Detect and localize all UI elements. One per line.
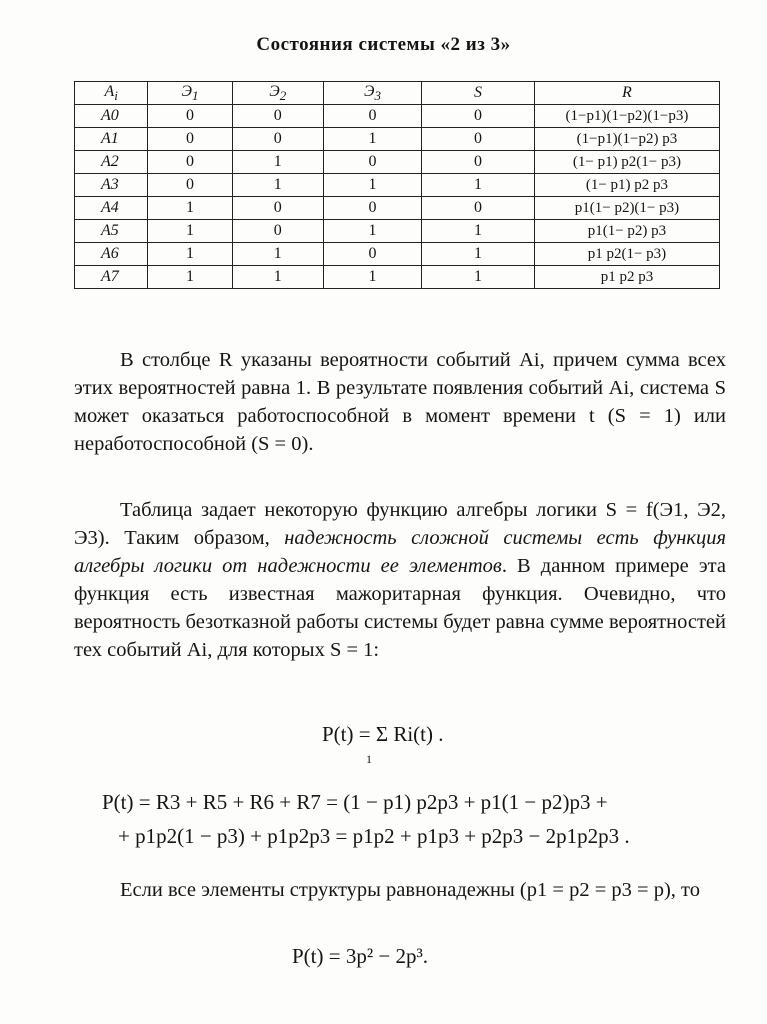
cell-e2: 1 xyxy=(232,266,323,289)
cell-ai: A0 xyxy=(75,105,148,128)
cell-e1: 1 xyxy=(148,266,232,289)
header-r: R xyxy=(534,82,719,105)
cell-e3: 0 xyxy=(323,105,421,128)
table-row xyxy=(75,243,720,266)
table-row xyxy=(75,105,720,128)
cell-ai: A5 xyxy=(75,220,148,243)
cell-e1: 0 xyxy=(148,174,232,197)
header-e1: $Э_1$ xyxy=(148,82,232,105)
formula-sum xyxy=(322,722,443,747)
formula-final: P(t) = 3p² − 2p³. xyxy=(292,944,429,968)
cell-r: (1−p1)(1−p2)(1−p3) xyxy=(534,105,719,128)
cell-e1: 1 xyxy=(148,220,232,243)
cell-e3: 0 xyxy=(323,151,421,174)
formula-expansion-line-2: + p1p2(1 − p3) + p1p2p3 = p1p2 + p1p3 + p2p3 − 2p1p2p3 . xyxy=(118,824,630,848)
table-row xyxy=(75,197,720,220)
header-ai: $A_i$ xyxy=(75,82,148,105)
cell-e3: 1 xyxy=(323,128,421,151)
cell-ai: A6 xyxy=(75,243,148,266)
cell-ai: A7 xyxy=(75,266,148,289)
table-body xyxy=(75,105,720,289)
table-header-row xyxy=(75,82,720,105)
cell-r: p1 p2 p3 xyxy=(534,266,719,289)
cell-e3: 1 xyxy=(323,266,421,289)
formula-expansion-line-1: P(t) = R3 + R5 + R6 + R7 = (1 − p1) p2p3 + p1(1 − p2)p3 + xyxy=(102,790,608,814)
cell-ai: A1 xyxy=(75,128,148,151)
formula-sum-index: 1 xyxy=(366,752,372,766)
header-s: S xyxy=(422,82,535,105)
cell-s: 1 xyxy=(422,243,535,266)
cell-e3: 1 xyxy=(323,174,421,197)
cell-r: p1(1− p2)(1− p3) xyxy=(534,197,719,220)
paragraph-2-text-a: Таблица задает некоторую функцию алгебры логики S = f(Э1, Э2, Э3). Таким образом, xyxy=(74,499,726,549)
cell-r: (1− p1) p2(1− p3) xyxy=(534,151,719,174)
cell-s: 0 xyxy=(422,197,535,220)
cell-s: 1 xyxy=(422,174,535,197)
cell-s: 0 xyxy=(422,128,535,151)
system-states-table xyxy=(74,81,720,289)
cell-e2: 0 xyxy=(232,220,323,243)
cell-e2: 1 xyxy=(232,174,323,197)
cell-e3: 0 xyxy=(323,243,421,266)
formula-sum-text: P(t) = Σ Ri(t) . xyxy=(322,722,444,746)
cell-s: 0 xyxy=(422,105,535,128)
table-row xyxy=(75,128,720,151)
cell-e2: 1 xyxy=(232,151,323,174)
cell-e2: 1 xyxy=(232,243,323,266)
cell-e1: 0 xyxy=(148,105,232,128)
paragraph-3 xyxy=(74,876,726,904)
table-row xyxy=(75,220,720,243)
cell-ai: A2 xyxy=(75,151,148,174)
cell-e2: 0 xyxy=(232,197,323,220)
table-row xyxy=(75,174,720,197)
paragraph-2-italic: надежность сложной системы есть функция алгебры логики от надежности ее элементов xyxy=(74,527,726,577)
cell-s: 1 xyxy=(422,220,535,243)
cell-e1: 1 xyxy=(148,197,232,220)
cell-e1: 1 xyxy=(148,243,232,266)
cell-r: p1(1− p2) p3 xyxy=(534,220,719,243)
cell-r: (1− p1) p2 p3 xyxy=(534,174,719,197)
cell-r: (1−p1)(1−p2) p3 xyxy=(534,128,719,151)
cell-e3: 0 xyxy=(323,197,421,220)
cell-e2: 0 xyxy=(232,105,323,128)
cell-ai: A4 xyxy=(75,197,148,220)
cell-s: 0 xyxy=(422,151,535,174)
table-row xyxy=(75,266,720,289)
cell-e3: 1 xyxy=(323,220,421,243)
header-e3: $Э_3$ xyxy=(323,82,421,105)
cell-e1: 0 xyxy=(148,151,232,174)
paragraph-2-text-b: . В данном примере эта функция есть известная мажоритарная функция. Очевидно, что вероятность безотказной работы системы будет равна сумме вероятностей тех событий Ai, для которых S = 1: xyxy=(74,555,726,661)
cell-ai: A3 xyxy=(75,174,148,197)
paragraph-1 xyxy=(74,346,726,458)
cell-r: p1 p2(1− p3) xyxy=(534,243,719,266)
header-e2: $Э_2$ xyxy=(232,82,323,105)
table-row xyxy=(75,151,720,174)
cell-e1: 0 xyxy=(148,128,232,151)
paragraph-3-text: Если все элементы структуры равнонадежны (p1 = p2 = p3 = p), то xyxy=(120,879,700,901)
cell-e2: 0 xyxy=(232,128,323,151)
paragraph-2 xyxy=(74,496,726,664)
paragraph-1-text: В столбце R указаны вероятности событий Ai, причем сумма всех этих вероятностей равна 1. В результате появления событий Ai, система S может оказаться работоспособной в момент времени t (S = 1) или неработоспособной (S = 0). xyxy=(74,349,726,455)
table-title: Состояния системы «2 из 3» xyxy=(256,34,511,55)
cell-s: 1 xyxy=(422,266,535,289)
